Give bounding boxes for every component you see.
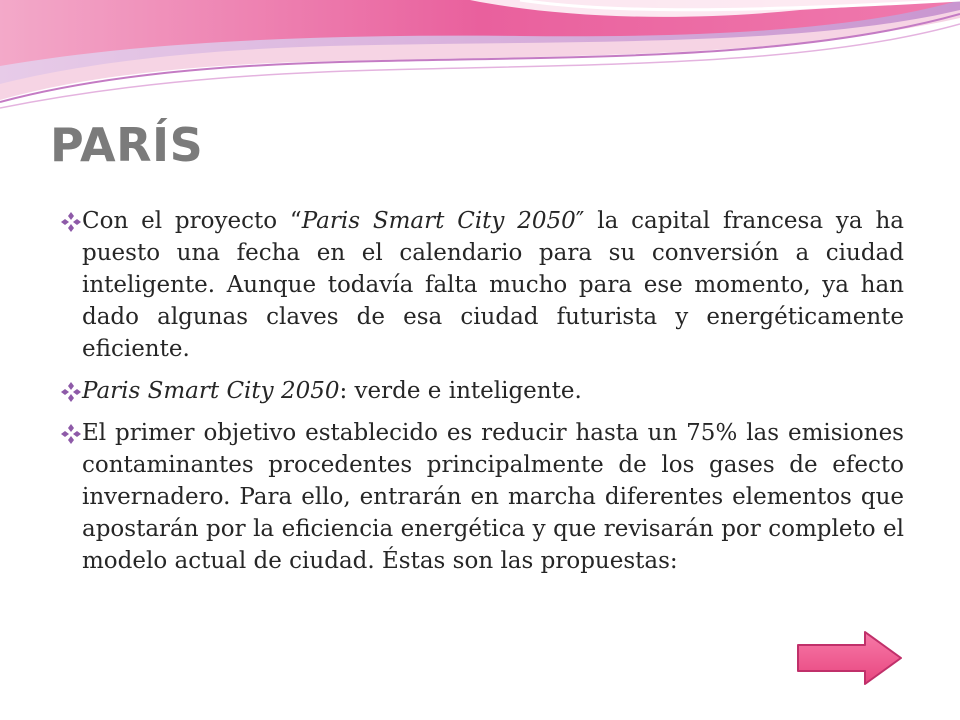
bullet-text	[82, 205, 904, 365]
project-name-italic: Paris Smart City 2050	[301, 208, 576, 234]
next-arrow-icon[interactable]	[795, 630, 905, 686]
bullet-text-segment: ″ la capital francesa ya ha puesto una fecha en el calendario para su conversión a ciudad inteligente. Aunque todavía falta mucho para ese momento, ya han dado algunas claves de esa ciudad futurista y energéticamente eficiente.	[82, 208, 904, 362]
diamond-bullet-icon	[60, 211, 82, 233]
bullet-list	[60, 205, 904, 587]
bullet-text	[82, 417, 904, 577]
diamond-bullet-icon	[60, 423, 82, 445]
bullet-item	[60, 375, 904, 407]
bullet-text-segment: : verde e inteligente.	[339, 378, 582, 404]
bullet-text	[82, 375, 904, 407]
diamond-bullet-icon	[60, 381, 82, 403]
project-name-italic: Paris Smart City 2050	[82, 378, 340, 404]
bullet-text-segment: El primer objetivo establecido es reducir hasta un 75% las emisiones contaminantes procedentes principalmente de los gases de efecto invernadero. Para ello, entrarán en marcha diferentes elementos que apostarán por la eficiencia energética y que revisarán por completo el modelo actual de ciudad. Éstas son las propuestas:	[82, 420, 904, 574]
bullet-item	[60, 205, 904, 365]
bullet-item	[60, 417, 904, 577]
slide-title: PARÍS	[50, 118, 204, 172]
bullet-text-segment: Con el proyecto “	[82, 208, 302, 234]
header-wave-decoration	[0, 0, 960, 120]
